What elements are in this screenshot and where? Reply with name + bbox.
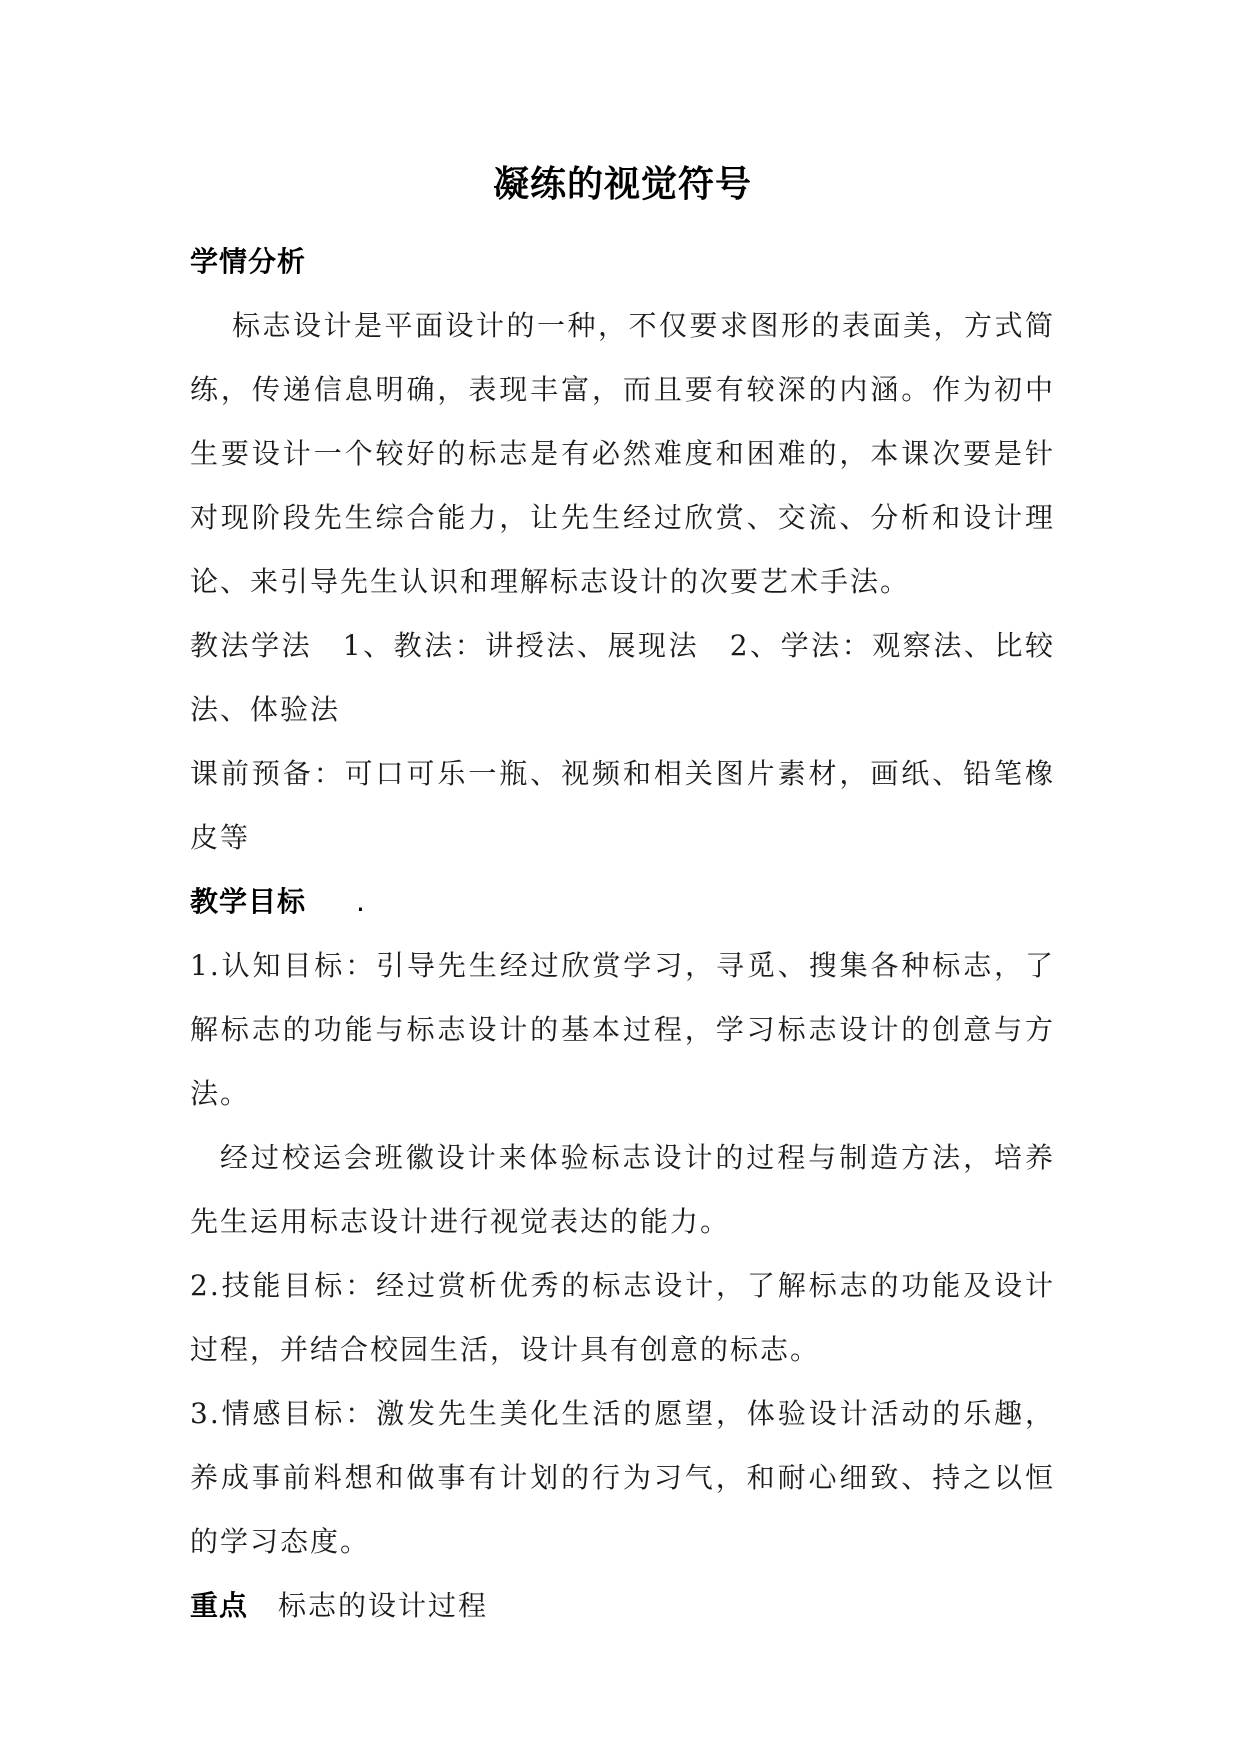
goal-cognitive-continued: 经过校运会班徽设计来体验标志设计的过程与制造方法，培养先生运用标志设计进行视觉表达的能力。 xyxy=(190,1141,1055,1238)
section-heading-goals xyxy=(190,870,1055,934)
goals-heading-text: 教学目标 xyxy=(190,885,307,918)
document-page xyxy=(190,140,1055,1638)
heading-dot: . xyxy=(356,885,366,918)
key-point-row xyxy=(190,1574,1055,1638)
goal-skill: 2.技能目标：经过赏析优秀的标志设计，了解标志的功能及设计过程，并结合校园生活，设计具有创意的标志。 xyxy=(190,1269,1055,1366)
goal-cognitive: 1.认知目标：引导先生经过欣赏学习，寻觅、搜集各种标志，了解标志的功能与标志设计的基本过程，学习标志设计的创意与方法。 xyxy=(190,949,1055,1110)
goal-emotional: 3.情感目标：激发先生美化生活的愿望，体验设计活动的乐趣，养成事前料想和做事有计划的行为习气，和耐心细致、持之以恒的学习态度。 xyxy=(190,1397,1055,1558)
section-heading-analysis: 学情分析 xyxy=(190,245,307,278)
analysis-paragraph: 标志设计是平面设计的一种，不仅要求图形的表面美，方式简练，传递信息明确，表现丰富，而且要有较深的内涵。作为初中生要设计一个较好的标志是有必然难度和困难的，本课次要是针对现阶段先生综合能力，让先生经过欣赏、交流、分析和设计理论、来引导先生认识和理解标志设计的次要艺术手法。 xyxy=(190,309,1055,598)
preparation-paragraph: 课前预备：可口可乐一瓶、视频和相关图片素材，画纸、铅笔橡皮等 xyxy=(190,757,1055,854)
methods-paragraph: 教法学法 1、教法：讲授法、展现法 2、学法：观察法、比较法、体验法 xyxy=(190,629,1055,726)
page-title: 凝练的视觉符号 xyxy=(492,164,752,205)
key-point-value: 标志的设计过程 xyxy=(278,1589,489,1622)
key-point-label: 重点 xyxy=(190,1589,249,1622)
